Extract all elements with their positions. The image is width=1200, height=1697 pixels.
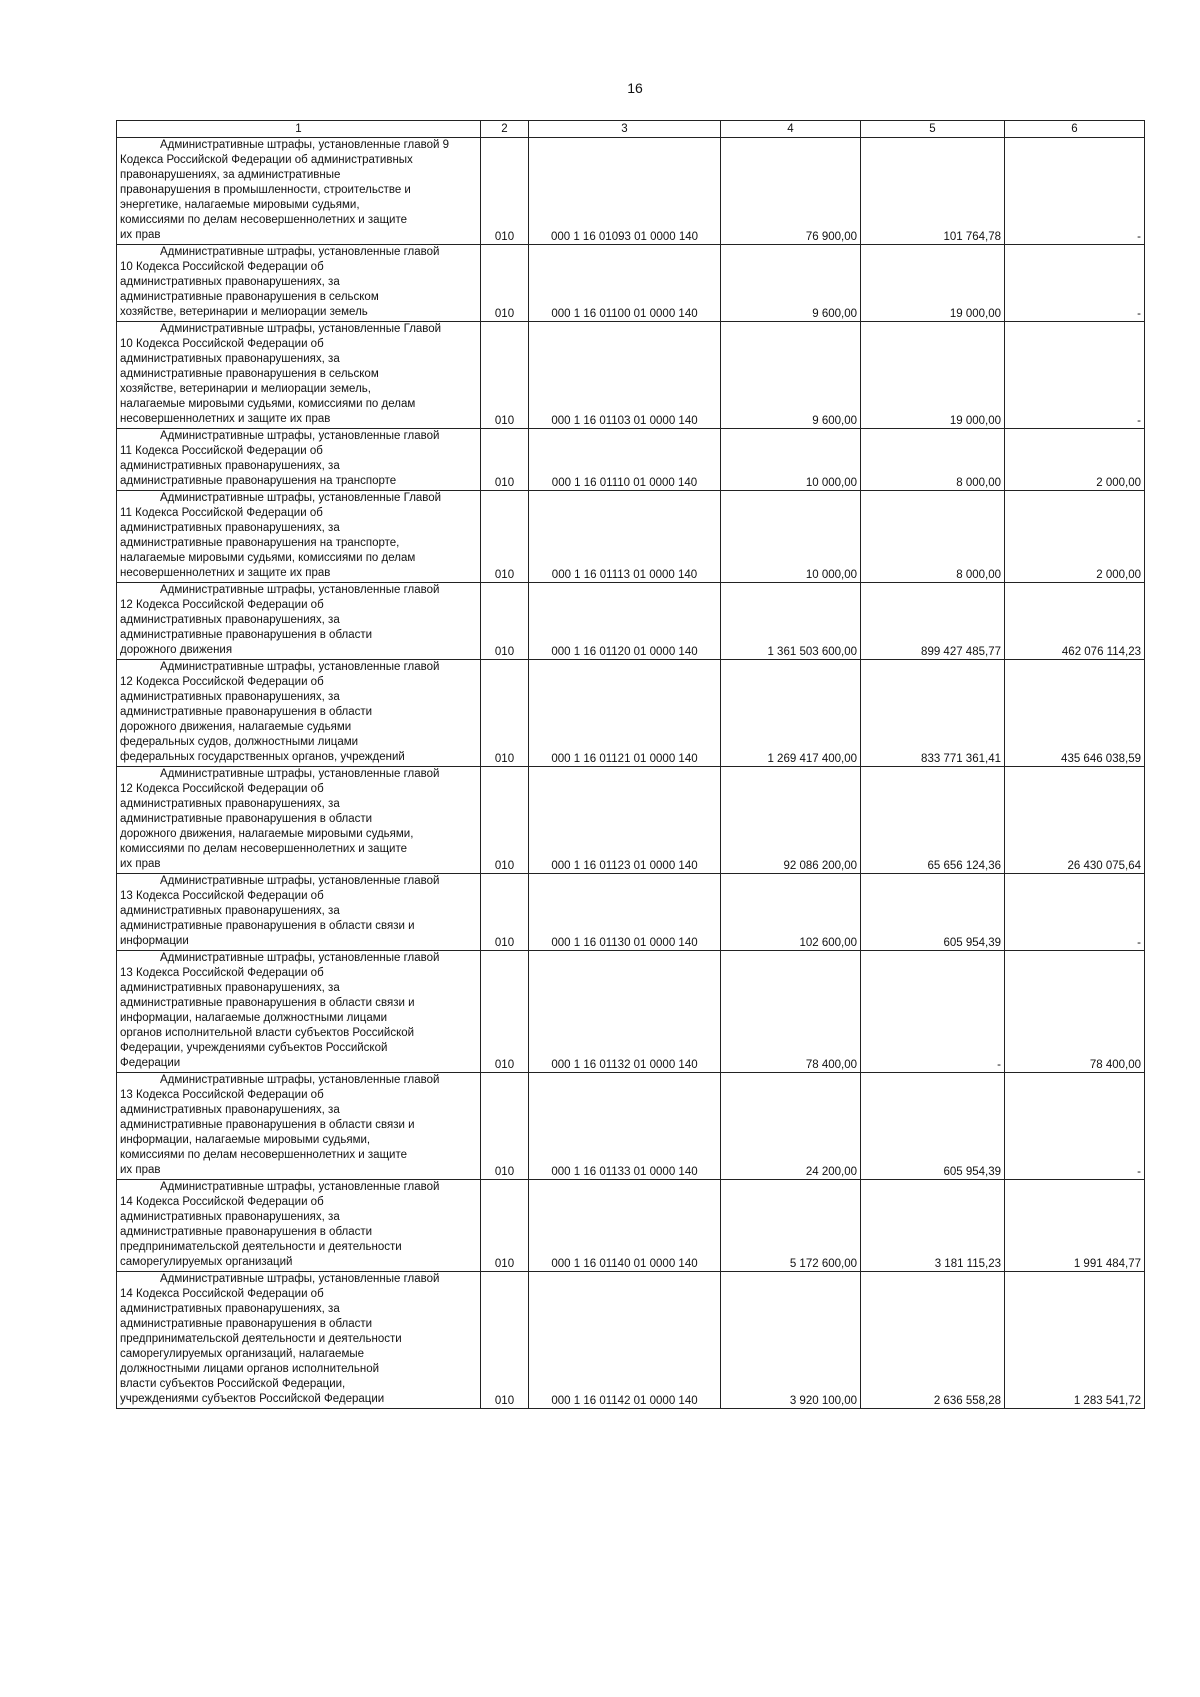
- row-description: [117, 245, 481, 322]
- row-unexecuted-amount: -: [1005, 1073, 1145, 1180]
- row-approved-amount: 9 600,00: [721, 322, 861, 429]
- description-line: дорожного движения: [120, 644, 233, 656]
- row-line-code: 010: [481, 767, 529, 874]
- description-line: Административные штрафы, установленные главой: [160, 1181, 440, 1193]
- table-header-row: [117, 121, 1145, 138]
- row-description: [117, 583, 481, 660]
- description-line: власти субъектов Российской Федерации,: [120, 1378, 346, 1390]
- row-executed-amount: 19 000,00: [861, 245, 1005, 322]
- row-executed-amount: 19 000,00: [861, 322, 1005, 429]
- column-header: 2: [481, 121, 529, 138]
- description-line: несовершеннолетних и защите их прав: [120, 567, 331, 579]
- description-line: федеральных судов, должностными лицами: [120, 736, 359, 748]
- description-line: Федерации, учреждениями субъектов Российской: [120, 1042, 388, 1054]
- description-line: Административные штрафы, установленные Главой: [160, 323, 442, 335]
- row-line-code: 010: [481, 245, 529, 322]
- description-line: комиссиями по делам несовершеннолетних и защите: [120, 214, 407, 226]
- description-line: административные правонарушения в области связи и: [120, 997, 415, 1009]
- row-unexecuted-amount: -: [1005, 138, 1145, 245]
- description-line: административных правонарушениях, за: [120, 691, 340, 703]
- row-approved-amount: 5 172 600,00: [721, 1180, 861, 1272]
- description-line: Административные штрафы, установленные Главой: [160, 492, 442, 504]
- description-line: информации, налагаемые должностными лицами: [120, 1012, 388, 1024]
- row-approved-amount: 76 900,00: [721, 138, 861, 245]
- row-line-code: 010: [481, 138, 529, 245]
- row-executed-amount: 605 954,39: [861, 874, 1005, 951]
- row-line-code: 010: [481, 322, 529, 429]
- description-line: комиссиями по делам несовершеннолетних и защите: [120, 1149, 407, 1161]
- description-line: административных правонарушениях, за: [120, 1104, 340, 1116]
- table-row: [117, 660, 1145, 767]
- row-approved-amount: 10 000,00: [721, 491, 861, 583]
- row-executed-amount: 8 000,00: [861, 429, 1005, 491]
- description-line: 11 Кодекса Российской Федерации об: [120, 445, 323, 457]
- row-approved-amount: 3 920 100,00: [721, 1272, 861, 1409]
- description-line: саморегулируемых организаций, налагаемые: [120, 1348, 365, 1360]
- description-line: административные правонарушения в области: [120, 1318, 373, 1330]
- table-row: [117, 951, 1145, 1073]
- description-line: 10 Кодекса Российской Федерации об: [120, 261, 324, 273]
- description-line: административных правонарушениях, за: [120, 276, 340, 288]
- row-unexecuted-amount: 26 430 075,64: [1005, 767, 1145, 874]
- row-budget-code: 000 1 16 01121 01 0000 140: [529, 660, 721, 767]
- description-line: правонарушения в промышленности, строительстве и: [120, 184, 411, 196]
- row-budget-code: 000 1 16 01093 01 0000 140: [529, 138, 721, 245]
- row-executed-amount: -: [861, 951, 1005, 1073]
- row-line-code: 010: [481, 874, 529, 951]
- description-line: Административные штрафы, установленные главой: [160, 246, 440, 258]
- description-line: Административные штрафы, установленные главой 9: [160, 139, 450, 151]
- row-description: [117, 874, 481, 951]
- description-line: их прав: [120, 1164, 161, 1176]
- description-line: административные правонарушения в области: [120, 629, 373, 641]
- row-executed-amount: 605 954,39: [861, 1073, 1005, 1180]
- row-unexecuted-amount: -: [1005, 322, 1145, 429]
- description-line: 11 Кодекса Российской Федерации об: [120, 507, 323, 519]
- description-line: учреждениями субъектов Российской Федерации: [120, 1393, 385, 1405]
- row-executed-amount: 899 427 485,77: [861, 583, 1005, 660]
- description-line: 13 Кодекса Российской Федерации об: [120, 967, 324, 979]
- row-description: [117, 951, 481, 1073]
- table-row: [117, 1073, 1145, 1180]
- description-line: административных правонарушениях, за: [120, 522, 340, 534]
- table-row: [117, 1272, 1145, 1409]
- table-row: [117, 874, 1145, 951]
- table-row: [117, 491, 1145, 583]
- description-line: административных правонарушениях, за: [120, 460, 340, 472]
- description-line: административные правонарушения на транспорте,: [120, 537, 400, 549]
- description-line: дорожного движения, налагаемые мировыми судьями,: [120, 828, 414, 840]
- table-row: [117, 429, 1145, 491]
- row-description: [117, 767, 481, 874]
- row-approved-amount: 78 400,00: [721, 951, 861, 1073]
- description-line: саморегулируемых организаций: [120, 1256, 293, 1268]
- description-line: предпринимательской деятельности и деятельности: [120, 1241, 402, 1253]
- row-budget-code: 000 1 16 01133 01 0000 140: [529, 1073, 721, 1180]
- description-line: Кодекса Российской Федерации об административных: [120, 154, 413, 166]
- description-line: административные правонарушения в сельском: [120, 291, 379, 303]
- description-line: несовершеннолетних и защите их прав: [120, 413, 331, 425]
- description-line: Административные штрафы, установленные главой: [160, 875, 440, 887]
- column-header: 5: [861, 121, 1005, 138]
- row-line-code: 010: [481, 583, 529, 660]
- description-line: административные правонарушения в области связи и: [120, 920, 415, 932]
- table-row: [117, 245, 1145, 322]
- description-line: административных правонарушениях, за: [120, 1303, 340, 1315]
- description-line: информации, налагаемые мировыми судьями,: [120, 1134, 371, 1146]
- row-budget-code: 000 1 16 01132 01 0000 140: [529, 951, 721, 1073]
- description-line: налагаемые мировыми судьями, комиссиями по делам: [120, 552, 416, 564]
- description-line: Административные штрафы, установленные главой: [160, 952, 440, 964]
- row-line-code: 010: [481, 1272, 529, 1409]
- description-line: энергетике, налагаемые мировыми судьями,: [120, 199, 360, 211]
- row-description: [117, 1073, 481, 1180]
- description-line: комиссиями по делам несовершеннолетних и защите: [120, 843, 407, 855]
- row-approved-amount: 24 200,00: [721, 1073, 861, 1180]
- row-description: [117, 491, 481, 583]
- row-unexecuted-amount: 78 400,00: [1005, 951, 1145, 1073]
- description-line: хозяйстве, ветеринарии и мелиорации земель: [120, 306, 368, 318]
- description-line: 14 Кодекса Российской Федерации об: [120, 1288, 324, 1300]
- row-line-code: 010: [481, 491, 529, 583]
- column-header: 1: [117, 121, 481, 138]
- row-unexecuted-amount: 1 991 484,77: [1005, 1180, 1145, 1272]
- description-line: Административные штрафы, установленные главой: [160, 1074, 440, 1086]
- row-executed-amount: 3 181 115,23: [861, 1180, 1005, 1272]
- table-row: [117, 583, 1145, 660]
- description-line: административные правонарушения в области связи и: [120, 1119, 415, 1131]
- row-approved-amount: 92 086 200,00: [721, 767, 861, 874]
- description-line: административные правонарушения в области: [120, 813, 373, 825]
- row-line-code: 010: [481, 1180, 529, 1272]
- description-line: 10 Кодекса Российской Федерации об: [120, 338, 324, 350]
- description-line: должностными лицами органов исполнительной: [120, 1363, 380, 1375]
- description-line: 12 Кодекса Российской Федерации об: [120, 599, 324, 611]
- row-approved-amount: 102 600,00: [721, 874, 861, 951]
- row-executed-amount: 2 636 558,28: [861, 1272, 1005, 1409]
- description-line: информации: [120, 935, 189, 947]
- description-line: налагаемые мировыми судьями, комиссиями по делам: [120, 398, 416, 410]
- description-line: их прав: [120, 229, 161, 241]
- row-line-code: 010: [481, 1073, 529, 1180]
- description-line: правонарушениях, за административные: [120, 169, 341, 181]
- row-unexecuted-amount: 435 646 038,59: [1005, 660, 1145, 767]
- row-approved-amount: 9 600,00: [721, 245, 861, 322]
- row-description: [117, 429, 481, 491]
- description-line: административных правонарушениях, за: [120, 353, 340, 365]
- row-description: [117, 322, 481, 429]
- row-unexecuted-amount: 2 000,00: [1005, 429, 1145, 491]
- row-description: [117, 1272, 481, 1409]
- description-line: административные правонарушения в области: [120, 1226, 373, 1238]
- description-line: административных правонарушениях, за: [120, 614, 340, 626]
- row-budget-code: 000 1 16 01123 01 0000 140: [529, 767, 721, 874]
- row-budget-code: 000 1 16 01113 01 0000 140: [529, 491, 721, 583]
- description-line: 14 Кодекса Российской Федерации об: [120, 1196, 324, 1208]
- description-line: Административные штрафы, установленные главой: [160, 430, 440, 442]
- description-line: Федерации: [120, 1057, 181, 1069]
- description-line: органов исполнительной власти субъектов Российской: [120, 1027, 415, 1039]
- description-line: 12 Кодекса Российской Федерации об: [120, 676, 324, 688]
- row-budget-code: 000 1 16 01140 01 0000 140: [529, 1180, 721, 1272]
- description-line: административные правонарушения на транспорте: [120, 475, 397, 487]
- row-executed-amount: 8 000,00: [861, 491, 1005, 583]
- description-line: Административные штрафы, установленные главой: [160, 768, 440, 780]
- row-line-code: 010: [481, 951, 529, 1073]
- table-row: [117, 322, 1145, 429]
- row-line-code: 010: [481, 660, 529, 767]
- description-line: Административные штрафы, установленные главой: [160, 584, 440, 596]
- report-table: [116, 120, 1145, 1409]
- row-executed-amount: 833 771 361,41: [861, 660, 1005, 767]
- description-line: хозяйстве, ветеринарии и мелиорации земель,: [120, 383, 371, 395]
- row-unexecuted-amount: 2 000,00: [1005, 491, 1145, 583]
- row-description: [117, 138, 481, 245]
- description-line: предпринимательской деятельности и деятельности: [120, 1333, 402, 1345]
- row-unexecuted-amount: 462 076 114,23: [1005, 583, 1145, 660]
- table-row: [117, 1180, 1145, 1272]
- column-header: 3: [529, 121, 721, 138]
- description-line: дорожного движения, налагаемые судьями: [120, 721, 352, 733]
- description-line: 12 Кодекса Российской Федерации об: [120, 783, 324, 795]
- row-budget-code: 000 1 16 01110 01 0000 140: [529, 429, 721, 491]
- row-budget-code: 000 1 16 01100 01 0000 140: [529, 245, 721, 322]
- description-line: административные правонарушения в сельском: [120, 368, 379, 380]
- description-line: 13 Кодекса Российской Федерации об: [120, 890, 324, 902]
- description-line: Административные штрафы, установленные главой: [160, 661, 440, 673]
- row-approved-amount: 10 000,00: [721, 429, 861, 491]
- description-line: федеральных государственных органов, учреждений: [120, 751, 405, 763]
- description-line: административных правонарушениях, за: [120, 905, 340, 917]
- description-line: административных правонарушениях, за: [120, 798, 340, 810]
- row-unexecuted-amount: -: [1005, 874, 1145, 951]
- row-description: [117, 1180, 481, 1272]
- table-row: [117, 767, 1145, 874]
- row-budget-code: 000 1 16 01130 01 0000 140: [529, 874, 721, 951]
- column-header: 4: [721, 121, 861, 138]
- row-line-code: 010: [481, 429, 529, 491]
- description-line: 13 Кодекса Российской Федерации об: [120, 1089, 324, 1101]
- row-unexecuted-amount: -: [1005, 245, 1145, 322]
- row-executed-amount: 65 656 124,36: [861, 767, 1005, 874]
- page-number: 16: [627, 80, 643, 96]
- row-budget-code: 000 1 16 01142 01 0000 140: [529, 1272, 721, 1409]
- description-line: административных правонарушениях, за: [120, 982, 340, 994]
- row-budget-code: 000 1 16 01120 01 0000 140: [529, 583, 721, 660]
- description-line: Административные штрафы, установленные главой: [160, 1273, 440, 1285]
- description-line: их прав: [120, 858, 161, 870]
- row-executed-amount: 101 764,78: [861, 138, 1005, 245]
- description-line: административных правонарушениях, за: [120, 1211, 340, 1223]
- table-row: [117, 138, 1145, 245]
- column-header: 6: [1005, 121, 1145, 138]
- row-unexecuted-amount: 1 283 541,72: [1005, 1272, 1145, 1409]
- row-approved-amount: 1 269 417 400,00: [721, 660, 861, 767]
- row-approved-amount: 1 361 503 600,00: [721, 583, 861, 660]
- row-budget-code: 000 1 16 01103 01 0000 140: [529, 322, 721, 429]
- row-description: [117, 660, 481, 767]
- description-line: административные правонарушения в области: [120, 706, 373, 718]
